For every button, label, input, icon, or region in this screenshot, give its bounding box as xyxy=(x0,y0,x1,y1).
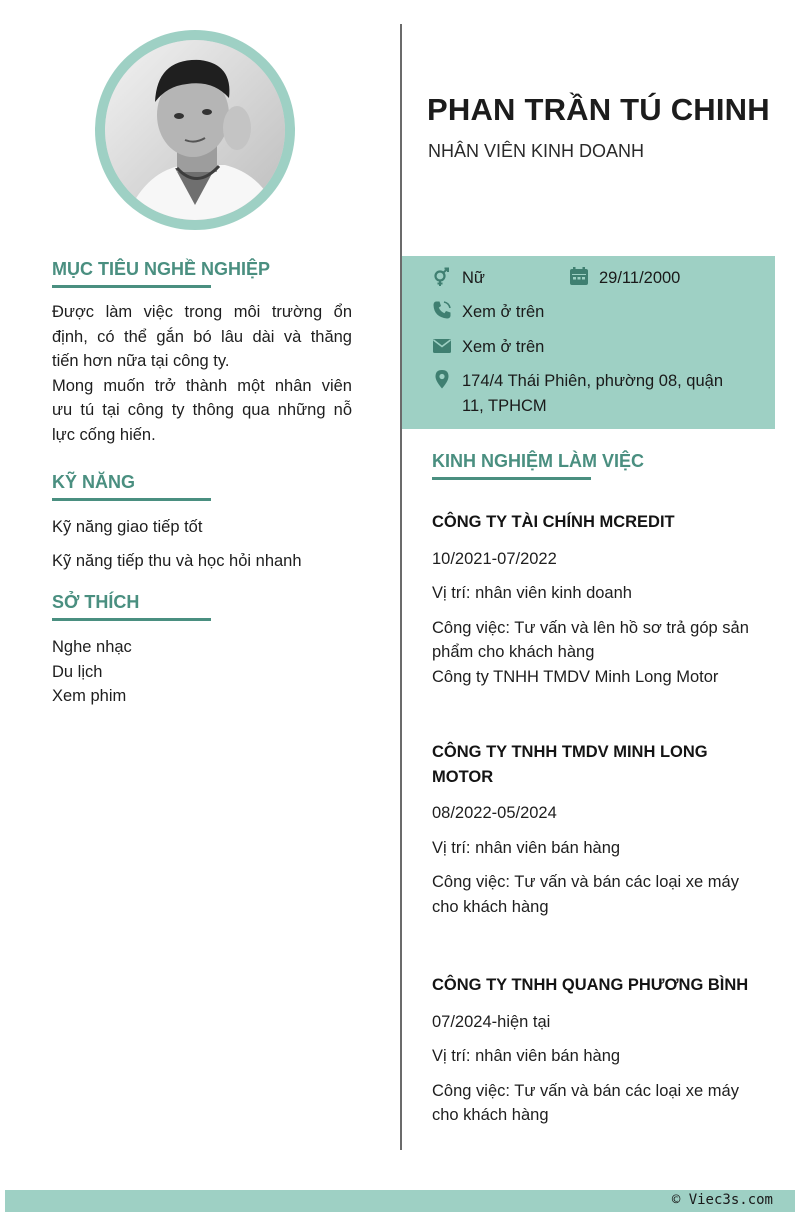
skill-item: Kỹ năng tiếp thu và học hỏi nhanh xyxy=(52,552,302,570)
hobbies-section xyxy=(52,591,352,621)
job-duty: cho khách hàng xyxy=(432,1106,549,1124)
experience-title: KINH NGHIỆM LÀM VIỆC xyxy=(432,451,645,471)
hobby-item: Du lịch xyxy=(52,662,103,681)
skills-title: KỸ NĂNG xyxy=(52,472,136,492)
objective-line: định, có thể gắn bó lâu dài và thăng xyxy=(52,327,352,346)
job-period: 10/2021-07/2022 xyxy=(432,549,557,568)
skills-section xyxy=(52,471,352,501)
job-company: CÔNG TY TNHH TMDV MINH LONG xyxy=(432,743,708,761)
hobbies-underline xyxy=(52,618,211,621)
job-entry xyxy=(432,510,762,689)
objective-line: tiến hơn nữa tại công ty. xyxy=(52,352,230,371)
hobbies-title: SỞ THÍCH xyxy=(52,592,140,612)
skill-item: Kỹ năng giao tiếp tốt xyxy=(52,518,203,536)
job-duty: Công việc: Tư vấn và lên hồ sơ trả góp sản xyxy=(432,618,749,637)
job-duty: phẩm cho khách hàng xyxy=(432,643,595,661)
phone-value: Xem ở trên xyxy=(462,303,545,321)
email-value: Xem ở trên xyxy=(462,338,545,356)
job-title: NHÂN VIÊN KINH DOANH xyxy=(428,141,645,161)
job-company: MOTOR xyxy=(432,767,494,786)
address-line: 11, TPHCM xyxy=(462,397,547,415)
location-icon xyxy=(432,369,452,389)
hobby-item: Xem phim xyxy=(52,687,127,706)
job-duty: Công việc: Tư vấn và bán các loại xe máy xyxy=(432,873,739,891)
job-entry xyxy=(432,973,762,1128)
address-line: 174/4 Thái Phiên, phường 08, quận xyxy=(462,372,724,390)
job-duty: Công việc: Tư vấn và bán các loại xe máy xyxy=(432,1081,739,1100)
birthdate-value: 29/11/2000 xyxy=(599,269,681,287)
job-company: CÔNG TY TNHH QUANG PHƯƠNG BÌNH xyxy=(432,976,749,994)
objective-section xyxy=(52,258,352,288)
objective-underline xyxy=(52,285,211,288)
objective-line: Mong muốn trở thành một nhân viên xyxy=(52,376,352,395)
gender-icon xyxy=(432,267,452,287)
experience-underline xyxy=(432,477,591,480)
objective-line: Được làm việc trong môi trường ổn xyxy=(52,303,352,321)
calendar-icon xyxy=(569,266,589,286)
skills-underline xyxy=(52,498,211,501)
job-position: Vị trí: nhân viên bán hàng xyxy=(432,1047,621,1065)
job-period: 08/2022-05/2024 xyxy=(432,804,557,822)
footer-bar xyxy=(5,1190,795,1212)
phone-icon xyxy=(432,300,452,320)
job-entry xyxy=(432,740,762,919)
full-name: PHAN TRẦN TÚ CHINH xyxy=(427,92,770,127)
email-icon xyxy=(432,336,452,356)
job-duty: Công ty TNHH TMDV Minh Long Motor xyxy=(432,667,719,686)
skills-list xyxy=(52,515,352,573)
job-position: Vị trí: nhân viên kinh doanh xyxy=(432,584,632,602)
column-divider xyxy=(400,24,402,1150)
hobbies-list xyxy=(52,635,352,709)
job-position: Vị trí: nhân viên bán hàng xyxy=(432,838,621,857)
objective-text xyxy=(52,300,352,448)
job-duty: cho khách hàng xyxy=(432,897,549,916)
job-company: CÔNG TY TÀI CHÍNH MCREDIT xyxy=(432,513,675,531)
gender-value: Nữ xyxy=(462,269,485,287)
objective-title: MỤC TIÊU NGHỀ NGHIỆP xyxy=(52,259,271,279)
objective-line: lực cống hiến. xyxy=(52,425,156,444)
objective-line: ưu tú tại công ty thông qua những nỗ xyxy=(52,401,352,420)
avatar xyxy=(105,40,285,220)
footer-credit: © Viec3s.com xyxy=(671,1192,773,1208)
job-period: 07/2024-hiện tại xyxy=(432,1012,551,1031)
hobby-item: Nghe nhạc xyxy=(52,638,132,656)
